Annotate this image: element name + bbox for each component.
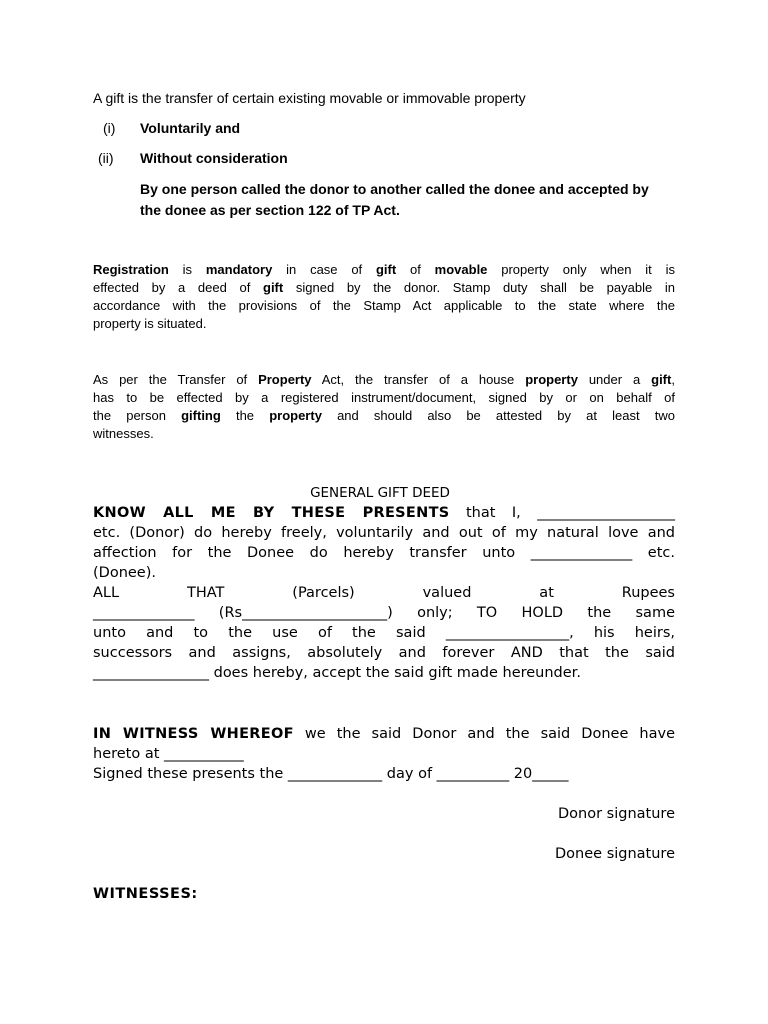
- deed-line-8: successors and assigns, absolutely and forever AND that the said: [93, 645, 675, 661]
- transfer-line-1: As per the Transfer of Property Act, the transfer of a house property under a gift,: [93, 372, 675, 387]
- witnesses-heading: WITNESSES:: [93, 886, 198, 902]
- donee-signature-label: Donee signature: [555, 846, 675, 862]
- deed-line-9: ________________ does hereby, accept the said gift made hereunder.: [93, 665, 581, 681]
- deed-body: [93, 503, 675, 683]
- list-item-2: Without consideration: [140, 150, 288, 166]
- deed-line-3: affection for the Donee do hereby transfer unto ______________ etc.: [93, 545, 675, 561]
- transfer-paragraph: [93, 371, 675, 443]
- transfer-line-4: witnesses.: [93, 426, 154, 441]
- witness-paragraph: [93, 724, 675, 784]
- list-number-2: (ii): [98, 150, 114, 166]
- registration-paragraph: [93, 261, 675, 333]
- list-number-1: (i): [103, 120, 116, 136]
- deed-line-6: ______________ (Rs____________________) only; TO HOLD the same: [93, 605, 675, 621]
- list-item-1: Voluntarily and: [140, 120, 241, 136]
- deed-line-7: unto and to the use of the said _________________, his heirs,: [93, 625, 675, 641]
- registration-line-2: effected by a deed of gift signed by the donor. Stamp duty shall be payable in: [93, 280, 675, 295]
- registration-line-1: Registration is mandatory in case of gift of movable property only when it is: [93, 262, 675, 277]
- intro-definition: A gift is the transfer of certain existing movable or immovable property: [93, 90, 526, 106]
- deed-line-2: etc. (Donor) do hereby freely, voluntarily and out of my natural love and: [93, 525, 675, 541]
- witness-line-2: hereto at ___________: [93, 746, 244, 762]
- deed-line-1: KNOW ALL ME BY THESE PRESENTS that I, ___________________: [93, 505, 675, 521]
- deed-line-5: ALL THAT (Parcels) valued at Rupees: [93, 585, 675, 601]
- witness-line-3: Signed these presents the _____________ day of __________ 20_____: [93, 766, 569, 782]
- donor-clause-line-1: By one person called the donor to another called the donee and accepted by: [140, 181, 649, 197]
- transfer-line-2: has to be effected by a registered instrument/document, signed by or on behalf of: [93, 390, 675, 405]
- registration-line-4: property is situated.: [93, 316, 207, 331]
- registration-line-3: accordance with the provisions of the Stamp Act applicable to the state where the: [93, 298, 675, 313]
- witness-line-1: IN WITNESS WHEREOF we the said Donor and the said Donee have: [93, 726, 676, 742]
- deed-line-4: (Donee).: [93, 565, 156, 581]
- donor-clause-line-2: the donee as per section 122 of TP Act.: [140, 202, 400, 218]
- donor-signature-label: Donor signature: [558, 806, 675, 822]
- transfer-line-3: the person gifting the property and should also be attested by at least two: [93, 408, 675, 423]
- deed-title: GENERAL GIFT DEED: [310, 485, 450, 501]
